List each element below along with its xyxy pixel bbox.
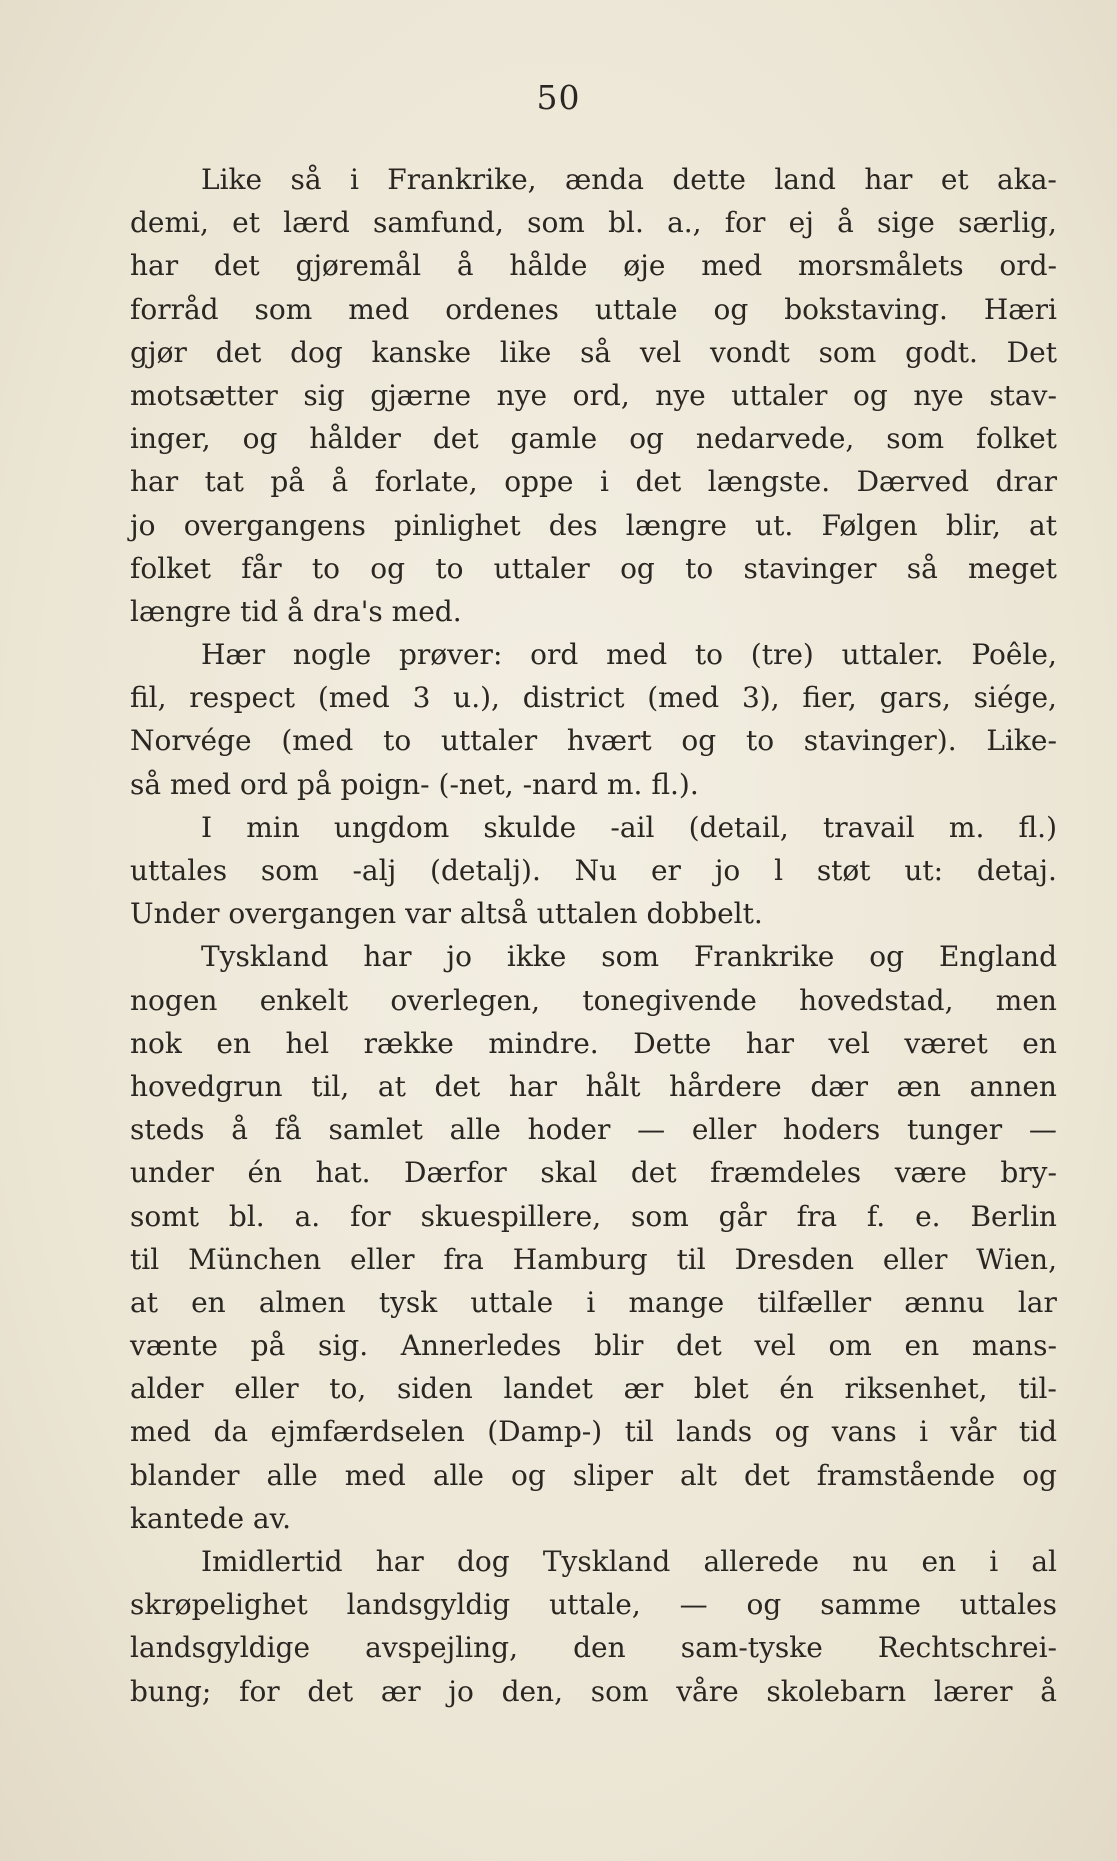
text-line: vænte på sig. Annerledes blir det vel om en mans- [130, 1329, 1057, 1363]
text-line: jo overgangens pinlighet des længre ut. Følgen blir, at [130, 508, 1057, 542]
text-line: landsgyldige avspejling, den sam-tyske Rechtschrei- [130, 1631, 1057, 1665]
text-line: at en almen tysk uttale i mange tilfæller ænnu lar [130, 1285, 1057, 1319]
text-line: fil, respect (med 3 u.), district (med 3), fier, gars, siége, [130, 681, 1057, 715]
text-line: Norvége (med to uttaler hvært og to stavinger). Like- [130, 724, 1057, 758]
text-line: under én hat. Dærfor skal det fræmdeles være bry- [130, 1156, 1057, 1190]
text-line: folket får to og to uttaler og to stavinger så meget [130, 551, 1057, 585]
text-line: demi, et lærd samfund, som bl. a., for ej å sige særlig, [130, 206, 1057, 240]
text-line: nok en hel række mindre. Dette har vel været en [130, 1026, 1057, 1060]
text-line: skrøpelighet landsgyldig uttale, — og samme uttales [130, 1588, 1057, 1622]
text-line: somt bl. a. for skuespillere, som går fra f. e. Berlin [130, 1199, 1057, 1233]
text-line: inger, og hålder det gamle og nedarvede, som folket [130, 422, 1057, 456]
text-line: forråd som med ordenes uttale og bokstaving. Hæri [130, 292, 1057, 326]
text-line: Tyskland har jo ikke som Frankrike og England [201, 940, 1057, 974]
text-line: Imidlertid har dog Tyskland allerede nu en i al [201, 1545, 1057, 1578]
text-line: så med ord på poign- (-net, -nard m. fl.). [130, 767, 699, 801]
text-line: har tat på å forlate, oppe i det længste. Dærved drar [130, 465, 1057, 499]
text-line: gjør det dog kanske like så vel vondt som godt. Det [130, 335, 1057, 369]
text-line: uttales som -alj (detalj). Nu er jo l støt ut: detaj. [130, 854, 1057, 887]
text-line: bung; for det ær jo den, som våre skolebarn lærer å [130, 1674, 1057, 1708]
text-line: Under overgangen var altså uttalen dobbelt. [130, 897, 763, 931]
text-line: hovedgrun til, at det har hålt hårdere dær æn annen [130, 1069, 1057, 1103]
text-line: nogen enkelt overlegen, tonegivende hovedstad, men [130, 983, 1057, 1017]
text-line: alder eller to, siden landet ær blet én riksenhet, til- [130, 1372, 1057, 1406]
text-line: Like så i Frankrike, ænda dette land har et aka- [201, 163, 1057, 196]
text-line: steds å få samlet alle hoder — eller hoders tunger — [130, 1113, 1057, 1147]
text-line: med da ejmfærdselen (Damp-) til lands og vans i vår tid [130, 1415, 1057, 1449]
text-line: har det gjøremål å hålde øje med morsmålets ord- [130, 249, 1057, 283]
text-line: motsætter sig gjærne nye ord, nye uttaler og nye stav- [130, 378, 1057, 412]
text-line: til München eller fra Hamburg til Dresden eller Wien, [130, 1242, 1057, 1276]
text-line: længre tid å dra's med. [130, 594, 462, 628]
body-text [130, 158, 1057, 1713]
text-line: blander alle med alle og sliper alt det framstående og [130, 1458, 1057, 1492]
text-line: Hær nogle prøver: ord med to (tre) uttaler. Poêle, [201, 638, 1057, 672]
page-number: 50 [536, 78, 581, 117]
text-line: kantede av. [130, 1501, 291, 1535]
text-line: I min ungdom skulde -ail (detail, travail m. fl.) [201, 810, 1057, 844]
